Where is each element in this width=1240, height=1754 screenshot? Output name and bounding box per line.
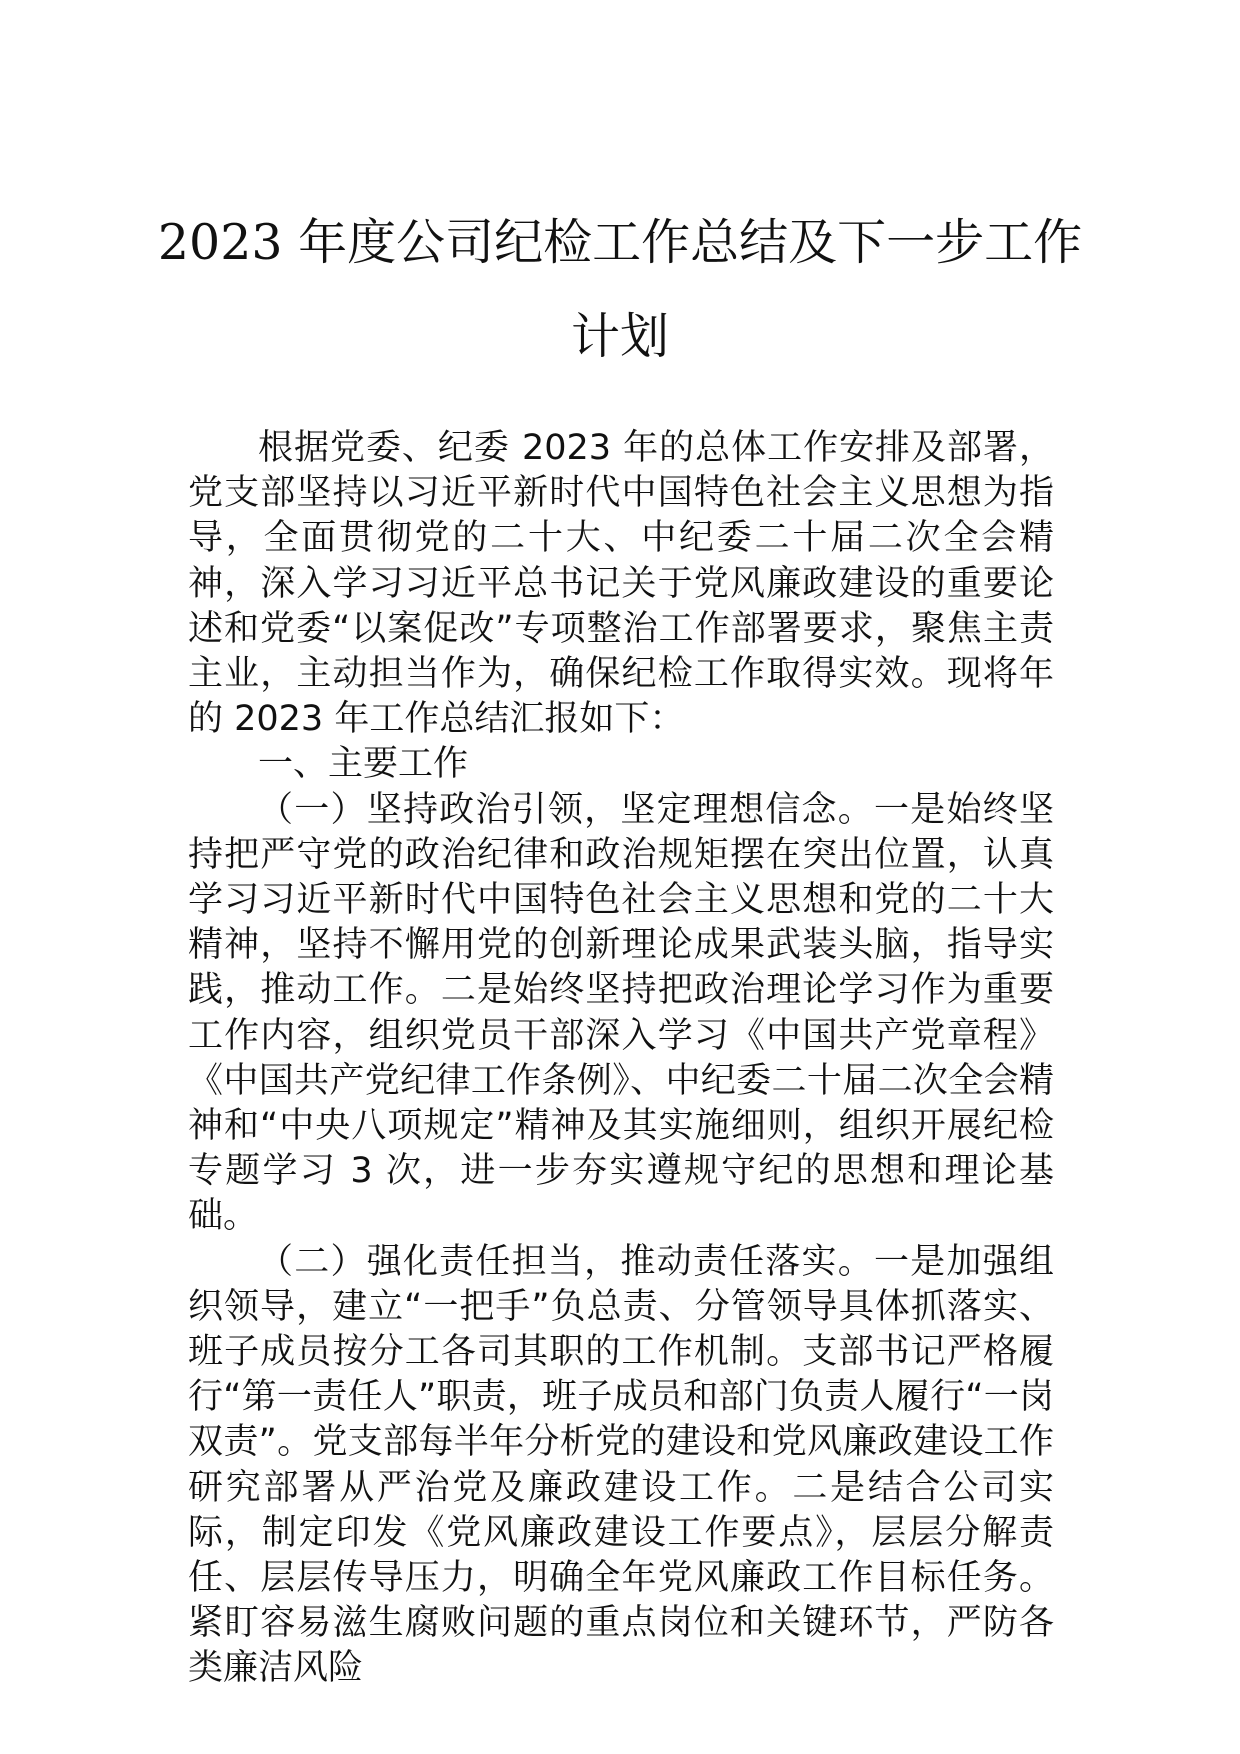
paragraph-responsibility: （二）强化责任担当，推动责任落实。一是加强组织领导，建立“一把手”负总责、分管领导具体抓落实、班子成员按分工各司其职的工作机制。支部书记严格履行“第一责任人”职责，班子成员和部门负责人履行“一岗双责”。党支部每半年分析党的建设和党风廉政建设工作研究部署从严治党及廉政建设工作。二是结合公司实际，制定印发《党风廉政建设工作要点》，层层分解责任、层层传导压力，明确全年党风廉政工作目标任务。紧盯容易滋生腐败问题的重点岗位和关键环节，严防各类廉洁风险: [188, 1241, 1054, 1689]
document-title-line-2: 计划: [570, 308, 669, 365]
section-heading-main-work: 一、主要工作: [258, 744, 469, 785]
document-body: [188, 426, 1054, 1692]
intro-paragraph: 根据党委、纪委 2023 年的总体工作安排及部署，党支部坚持以习近平新时代中国特色社会主义思想为指导，全面贯彻党的二十大、中纪委二十届二次全会精神，深入学习习近平总书记关于党风廉政建设的重要论述和党委“以案促改”专项整治工作部署要求，聚焦主责主业，主动担当作为，确保纪检工作取得实效。现将年的 2023 年工作总结汇报如下：: [188, 428, 1054, 740]
paragraph-political-leadership: （一）坚持政治引领，坚定理想信念。一是始终坚持把严守党的政治纪律和政治规矩摆在突出位置，认真学习习近平新时代中国特色社会主义思想和党的二十大精神，坚持不懈用党的创新理论成果武装头脑，指导实践，推动工作。二是始终坚持把政治理论学习作为重要工作内容，组织党员干部深入学习《中国共产党章程》《中国共产党纪律工作条例》、中纪委二十届二次全会精神和“中央八项规定”精神及其实施细则，组织开展纪检专题学习 3 次，进一步夯实遵规守纪的思想和理论基础。: [188, 789, 1054, 1237]
document-title-line-1: 2023 年度公司纪检工作总结及下一步工作: [157, 214, 1083, 271]
